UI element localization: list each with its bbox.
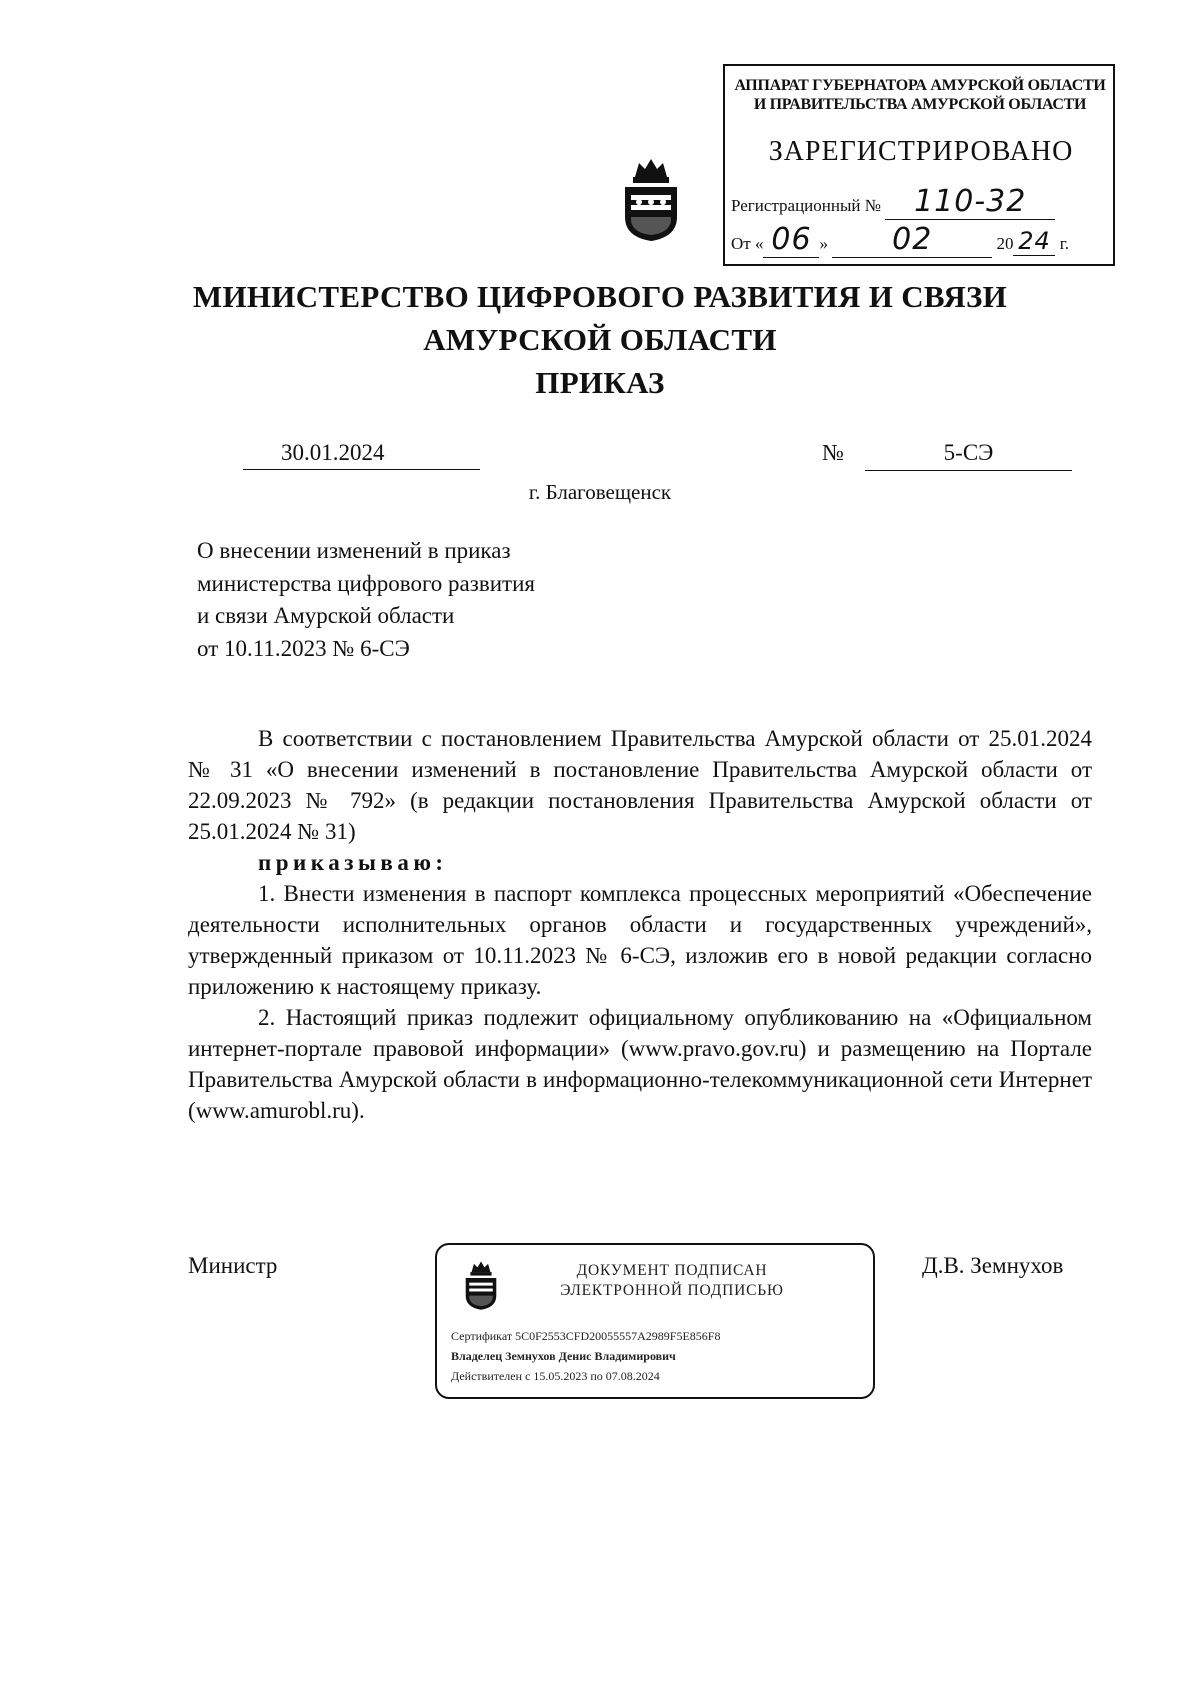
signer-position: Министр (188, 1253, 278, 1278)
stamp-date-mid: » (819, 234, 828, 253)
esign-line2: ЭЛЕКТРОННОЙ ПОДПИСЬЮ (560, 1282, 784, 1299)
order-body (188, 723, 1092, 1126)
stamp-year: 24 (1013, 227, 1055, 256)
stamp-year-prefix: 20 (996, 234, 1014, 253)
item-2-paragraph: 2. Настоящий приказ подлежит официальному опубликованию на «Официальном интернет-портале правовой информации» (www.pravo.gov.ru) и размещению на Портале Правительства Амурской области в информационно-телекоммуникационной сети Интернет (www.amurobl.ru). (188, 1005, 1092, 1123)
order-number: 5-СЭ (865, 440, 1072, 471)
stamp-org-line2: И ПРАВИТЕЛЬСТВА АМУРСКОЙ ОБЛАСТИ (753, 96, 1087, 113)
stamp-day: 06 (763, 222, 819, 258)
subject-block (197, 535, 535, 665)
stamp-reg-label: Регистрационный № (731, 196, 881, 215)
esign-heading (547, 1261, 797, 1301)
electronic-signature-stamp (435, 1243, 875, 1399)
coat-of-arms-icon (617, 155, 685, 243)
stamp-date-prefix: От « (731, 234, 764, 253)
number-sign: № (822, 440, 844, 465)
stamp-date-row (731, 222, 1069, 258)
order-date: 30.01.2024 (243, 440, 480, 470)
stamp-org-line1: АППАРАТ ГУБЕРНАТОРА АМУРСКОЙ ОБЛАСТИ (734, 77, 1106, 94)
document-type: ПРИКАЗ (535, 365, 665, 400)
esign-owner: Владелец Земнухов Денис Владимирович (451, 1349, 676, 1363)
subject-line2: министерства цифрового развития (197, 570, 535, 596)
preamble-paragraph: В соответствии с постановлением Правительства Амурской области от 25.01.2024 № 31 «О внесении изменений в постановление Правительства Амурской области от 22.09.2023 № 792» (в редакции постановления Правительства Амурской области от 25.01.2024 № 31) (188, 726, 1092, 844)
signer-name: Д.В. Земнухов (922, 1253, 1064, 1278)
esign-validity: Действителен с 15.05.2023 по 07.08.2024 (451, 1369, 660, 1383)
subject-line4: от 10.11.2023 № 6-СЭ (197, 635, 410, 661)
stamp-reg-number: 110-32 (885, 184, 1055, 220)
ministry-title-line1: МИНИСТЕРСТВО ЦИФРОВОГО РАЗВИТИЯ И СВЯЗИ (192, 279, 1008, 314)
subject-line1: О внесении изменений в приказ (197, 538, 511, 563)
stamp-reg-row (731, 184, 1055, 220)
signature-emblem-icon (461, 1259, 501, 1311)
order-word: приказываю: (258, 850, 448, 875)
subject-line3: и связи Амурской области (197, 603, 455, 628)
registration-stamp (723, 64, 1115, 266)
item-1-paragraph: 1. Внести изменения в паспорт комплекса процессных мероприятий «Обеспечение деятельности исполнительных органов области и государственных учреждений», утвержденный приказом от 10.11.2023 № 6-СЭ, изложив его в новой редакции согласно приложению к настоящему приказу. (188, 881, 1092, 999)
stamp-year-end: г. (1059, 234, 1070, 253)
stamp-month: 02 (832, 222, 992, 258)
stamp-title: ЗАРЕГИСТРИРОВАНО (768, 136, 1074, 167)
stamp-organization (733, 76, 1107, 114)
esign-line1: ДОКУМЕНТ ПОДПИСАН (576, 1262, 768, 1279)
esign-certificate: Сертификат 5C0F2553CFD20055557A2989F5E856F8 (451, 1329, 721, 1343)
city: г. Благовещенск (528, 480, 672, 504)
ministry-title-line2: АМУРСКОЙ ОБЛАСТИ (423, 322, 777, 357)
